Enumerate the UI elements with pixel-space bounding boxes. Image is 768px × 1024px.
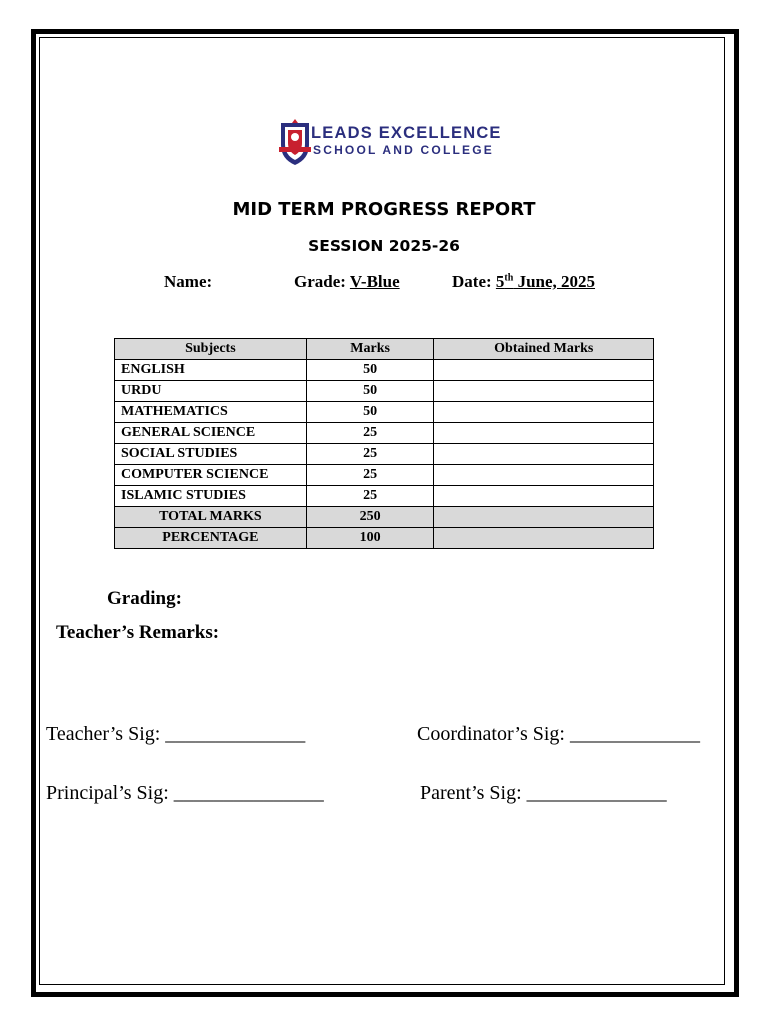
total-marks-cell: 250: [306, 507, 434, 528]
teacher-signature-line: Teacher’s Sig: ______________: [46, 723, 306, 745]
date-rest: June, 2025: [513, 272, 596, 291]
percentage-obtained-cell[interactable]: [434, 528, 654, 549]
table-header-row: [115, 339, 654, 360]
table-row: [115, 381, 654, 402]
grade-field: [294, 272, 400, 292]
marks-cell: 50: [306, 360, 434, 381]
marks-cell: 50: [306, 381, 434, 402]
table-row: [115, 444, 654, 465]
logo-name-line2: SCHOOL AND COLLEGE: [313, 143, 494, 157]
marks-cell: 25: [306, 423, 434, 444]
subject-cell: ENGLISH: [115, 360, 307, 381]
marks-cell: 50: [306, 402, 434, 423]
percentage-row: [115, 528, 654, 549]
teacher-remarks-label: Teacher’s Remarks:: [56, 622, 220, 643]
date-label: Date:: [452, 272, 492, 291]
coordinator-signature-line: Coordinator’s Sig: _____________: [417, 723, 700, 745]
obtained-cell[interactable]: [434, 465, 654, 486]
obtained-cell[interactable]: [434, 444, 654, 465]
subject-cell: SOCIAL STUDIES: [115, 444, 307, 465]
date-field: [452, 272, 595, 292]
grading-label: Grading:: [107, 588, 182, 609]
total-label-cell: TOTAL MARKS: [115, 507, 307, 528]
report-title: MID TERM PROGRESS REPORT: [232, 199, 536, 220]
marks-cell: 25: [306, 444, 434, 465]
subject-cell: ISLAMIC STUDIES: [115, 486, 307, 507]
subject-cell: MATHEMATICS: [115, 402, 307, 423]
school-crest-icon: [275, 117, 315, 177]
percentage-label-cell: PERCENTAGE: [115, 528, 307, 549]
subject-cell: URDU: [115, 381, 307, 402]
marks-table: [114, 338, 654, 549]
percentage-marks-cell: 100: [306, 528, 434, 549]
table-row: [115, 360, 654, 381]
header-subjects: Subjects: [115, 339, 307, 360]
table-row: [115, 465, 654, 486]
date-suffix: th: [504, 272, 514, 284]
marks-cell: 25: [306, 465, 434, 486]
date-day: 5: [495, 272, 505, 291]
obtained-cell[interactable]: [434, 360, 654, 381]
obtained-cell[interactable]: [434, 486, 654, 507]
obtained-cell[interactable]: [434, 423, 654, 444]
table-row: [115, 423, 654, 444]
principal-signature-line: Principal’s Sig: _______________: [46, 782, 324, 804]
header-obtained-marks: Obtained Marks: [434, 339, 654, 360]
grade-label: Grade:: [294, 272, 346, 291]
school-logo: [273, 99, 502, 183]
total-obtained-cell[interactable]: [434, 507, 654, 528]
logo-name-line1: LEADS EXCELLENCE: [311, 124, 502, 142]
table-row: [115, 486, 654, 507]
header-marks: Marks: [306, 339, 434, 360]
total-marks-row: [115, 507, 654, 528]
obtained-cell[interactable]: [434, 402, 654, 423]
session-label: SESSION 2025-26: [308, 237, 460, 255]
marks-cell: 25: [306, 486, 434, 507]
name-label: Name:: [164, 272, 213, 291]
obtained-cell[interactable]: [434, 381, 654, 402]
parent-signature-line: Parent’s Sig: ______________: [420, 782, 667, 804]
subject-cell: GENERAL SCIENCE: [115, 423, 307, 444]
date-value: [496, 272, 595, 291]
subject-cell: COMPUTER SCIENCE: [115, 465, 307, 486]
grade-value: V-Blue: [349, 272, 400, 291]
table-row: [115, 402, 654, 423]
